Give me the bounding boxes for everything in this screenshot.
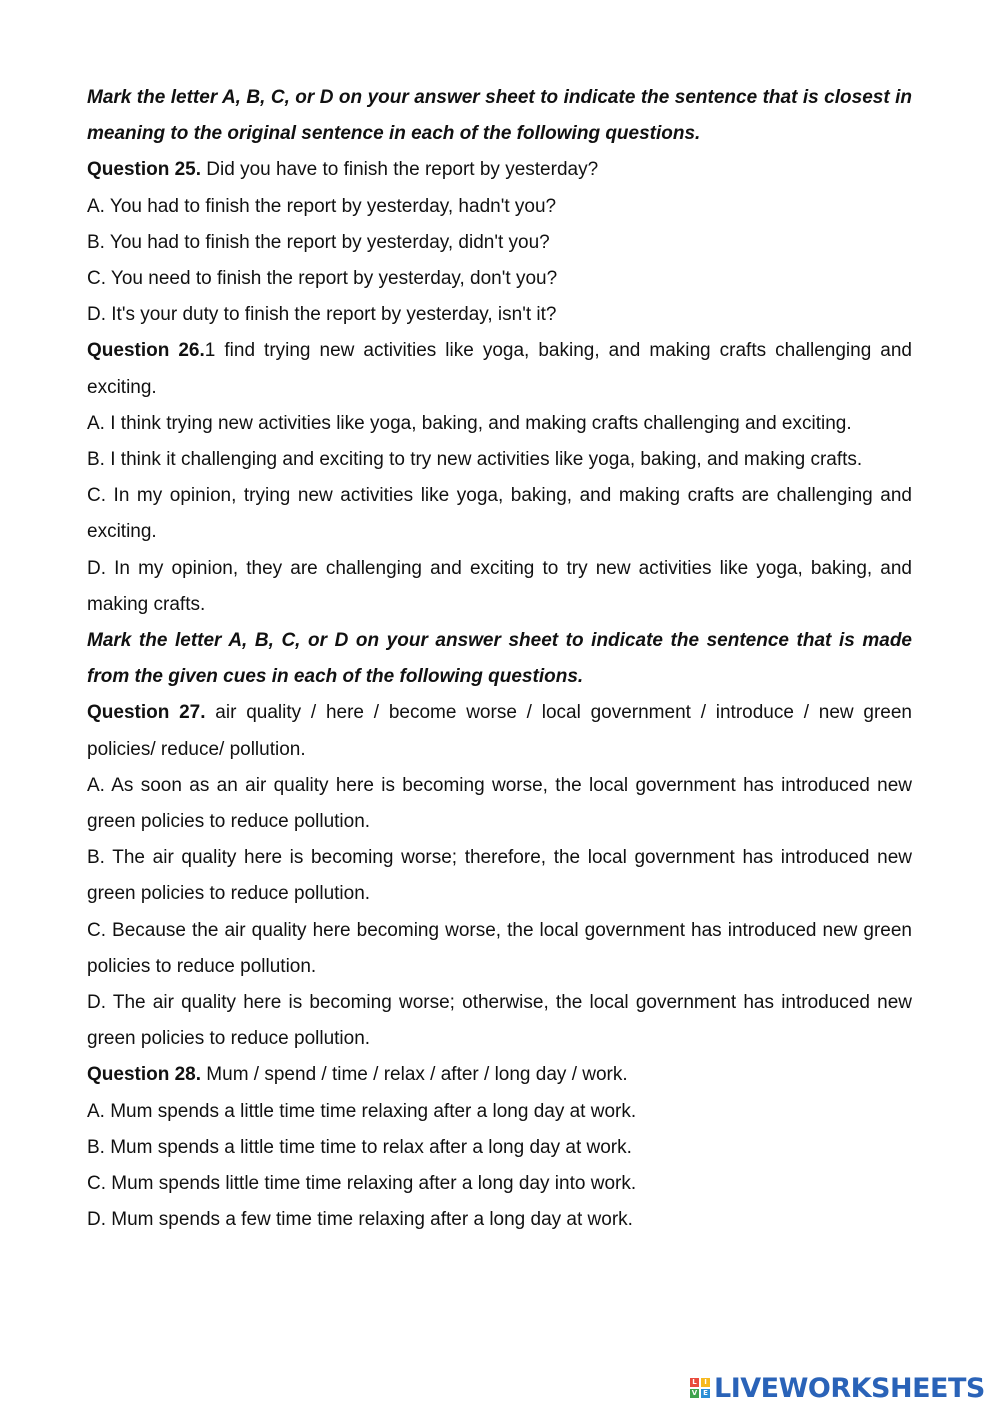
option-a: A. You had to finish the report by yesterday, hadn't you? (87, 195, 557, 217)
question-label: Question 26. (87, 340, 205, 362)
option-b: B. Mum spends a little time time to relax after a long day at work. (87, 1136, 632, 1158)
question-label: Question 25. (87, 159, 202, 181)
option-d: D. The air quality here is becoming worse; otherwise, the local government has introduced new green policies to reduce pollution. (87, 992, 912, 1050)
section-instruction: Mark the letter A, B, C, or D on your answer sheet to indicate the sentence that is closest in meaning to the original sentence in each of the following questions. (87, 87, 912, 145)
question-text: air quality / here / become worse / local government / introduce / new green policies/ reduce/ pollution. (87, 702, 912, 760)
logo-wordmark: LIVEWORKSHEETS (714, 1372, 985, 1404)
option-a: A. I think trying new activities like yoga, baking, and making crafts challenging and exciting. (87, 412, 852, 434)
question-stem (87, 152, 912, 188)
question-text: Mum / spend / time / relax / after / long day / work. (201, 1064, 628, 1086)
option-b: B. The air quality here is becoming worse; therefore, the local government has introduced new green policies to reduce pollution. (87, 847, 912, 905)
option-c: C. Because the air quality here becoming worse, the local government has introduced new green policies to reduce pollution. (87, 919, 912, 977)
option-a: A. Mum spends a little time time relaxing after a long day at work. (87, 1100, 637, 1122)
section-instruction: Mark the letter A, B, C, or D on your answer sheet to indicate the sentence that is made from the given cues in each of the following questions. (87, 630, 912, 688)
liveworksheets-logo (690, 1371, 990, 1405)
question-stem (87, 1057, 912, 1093)
liveworksheets-logo-icon (690, 1378, 710, 1398)
option-d: D. It's your duty to finish the report by yesterday, isn't it? (87, 304, 557, 326)
option-b: B. You had to finish the report by yesterday, didn't you? (87, 231, 550, 253)
question-stem (87, 333, 912, 405)
question-26 (87, 333, 912, 623)
option-b: B. I think it challenging and exciting to try new activities like yoga, baking, and making crafts. (87, 449, 863, 471)
question-28 (87, 1057, 912, 1238)
logo-tile-i: I (701, 1378, 710, 1387)
option-d: D. In my opinion, they are challenging and exciting to try new activities like yoga, baking, and making crafts. (87, 557, 912, 615)
logo-tile-e: E (701, 1389, 710, 1398)
question-text: Did you have to finish the report by yesterday? (201, 159, 599, 181)
question-text: 1 find trying new activities like yoga, baking, and making crafts challenging and exciting. (87, 340, 912, 398)
worksheet-page (87, 80, 912, 1239)
logo-tile-l: L (690, 1378, 699, 1387)
question-label: Question 27. (87, 702, 206, 724)
option-c: C. In my opinion, trying new activities like yoga, baking, and making crafts are challenging and exciting. (87, 485, 912, 543)
question-label: Question 28. (87, 1064, 202, 1086)
option-d: D. Mum spends a few time time relaxing after a long day at work. (87, 1209, 633, 1231)
option-c: C. Mum spends little time time relaxing after a long day into work. (87, 1173, 637, 1195)
question-25 (87, 152, 912, 333)
question-27 (87, 695, 912, 1057)
logo-tile-v: V (691, 1389, 698, 1397)
option-c: C. You need to finish the report by yesterday, don't you? (87, 268, 558, 290)
option-a: A. As soon as an air quality here is becoming worse, the local government has introduced new green policies to reduce pollution. (87, 774, 912, 833)
question-stem (87, 695, 912, 767)
